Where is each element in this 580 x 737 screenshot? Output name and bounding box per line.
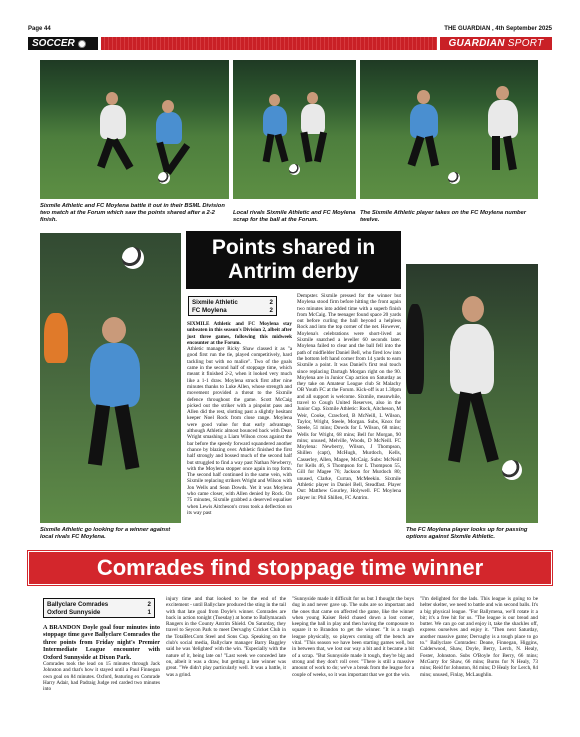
article1-column2 [297, 293, 401, 547]
score-row: FC Moylena 2 [192, 307, 273, 314]
article1-body1: Athletic manager Ricky Shaw classed it as "a good first run the tie, played competitively, hard tackling but with no malice". Two of the goals came in the second half of stoppage time, which meant it finished 2-2, when it looked very much like a 1-1 draw. Moylena struck first after nine minutes thanks to Luke Allen, whose strength and movement provided a threat to the Sixmile defence throughout the game. Scott McCaig picked out the striker with a pinpoint pass and Allen did the rest, slotting past a slightly hesitant keeper Noel Rock from close range. Moylena were good value for that early advantage, although Athletic almost bounced back with Dean Wright smashing a Liam Wilson cross against the bar before the speedy forward squandered another chance by blazing over. Athletic finished the first half strongly and bossed much of the second half but struggled to find a way past Nathan Newberry, with the Moylena stopper once again in top form. The second half continued in the same vein, with Sixmile replacing strikers Wright and Wilson with Jon Wells and Sean Dowds. Yet it was Moylena who came closer, with Allen denied by Rock. On 75 minutes, Sixmile grabbed a deserved equaliser when Lewis Aitcheson's cross took a deflection on its way past [187, 346, 292, 516]
score-row: Ballyclare Comrades 2 [47, 601, 151, 608]
article2-body2: injury time and that looked to be the end of the excitement - until Ballyclare produced the sting in the tail with that late goal from Doyle's winner. Comrades are back in action tonight (Tuesday) at home to Ballymacash Rangers in the County Antrim Shield. On Saturday, they travel to Seycon Park to meet Dervaghy Cricket Club in the TotalBet.Com Steel and Sons Cup. Speaking on the club's social media, Ballyclare manager Barry Baggley said he was 'delighted' with the win. "Especially with the nature of it, being late on! "Last week we conceded late on, albeit it was a draw, but getting a late winner was great. "We didn't play particularly well. It was a battle, it was a grind. [166, 596, 286, 678]
photo-top-right [360, 60, 538, 199]
article2-column3 [292, 596, 414, 729]
section-label: SOCCER [28, 37, 98, 50]
caption-top-middle: Local rivals Sixmile Athletic and FC Moylena scrap for the ball at the Forum. [233, 210, 356, 223]
article2-body3: "Sunnyside made it difficult for us but I thought the boys dug in and never gave up. The subs are so important and the ones that came on affected the game, like the winner when young Kaiser Reid chased down a lost corner, keeping the ball in play and then having the composure to square it to Brandon to get the winner. "It is a tough league physically, so players coming off the bench are vital. "This season we have been starting games well, but in between that, we lost our way a bit and it became a bit of a scrap. "But Sunnyside made it tough, they're big and strong and they don't roll over. "There is still a massive amount of work to do; we've a break from the league for a couple of weeks, so it was important that we got the win. [292, 596, 414, 678]
article1-column1 [187, 321, 292, 547]
article2-lead: A BRANDON Doyle goal four minutes into stoppage time gave Ballyclare Comrades the three points from Friday night's Premier Intermediate League encounter with Oxford Sunnyside at Dixon Park. [43, 624, 160, 661]
headline-comrades: Comrades find stoppage time winner [28, 551, 552, 585]
scorebox-article2 [43, 598, 155, 618]
article1-lead: SIXMILE Athletic and FC Moylena stay unbeaten in this season's Division 2, albeit after just three games, following this midweek encounter at the Forum. [187, 321, 292, 346]
article2-column2 [166, 596, 286, 729]
caption-mid-right: The FC Moylena player looks up for passing options against Sixmile Athletic. [406, 527, 528, 540]
page-number: Page 44 [28, 26, 51, 32]
section-banner [28, 37, 552, 50]
scorebox-article1 [188, 296, 277, 316]
photo-mid-right [406, 264, 538, 523]
photo-top-left [40, 60, 229, 199]
article1-body2: Dempster. Sixmile pressed for the winner but Moylena stood firm before hitting the front again two minutes into added time with a superb finish from McCaig. The teenager found space 20 yards out before curling the ball beyond a helpless Rock and into the top corner of the net. However, Moylena's celebrations were short-lived as Sixmile snatched a leveller 60 seconds later. Moylena failed to clear and the ball fell into the path of midfielder Daniel Bell, who fired low into the bottom left hand corner from 14 yards to earn Sixmile a point. It was Daniel's first real touch since replacing Darragh Morgan right on the 90. Moylena are in Junior Cup action on Saturday as they take on Amateur League club St Malachy OB Youth FC at the Forum. Kick-off is at 1.30pm and all support is welcome. Sixmile, meanwhile, travel to Cough United Reserves, also in the Junior Cup. Sixmile Athletic: Rock, Aitcheson, M Weir, Cooke, Crawford, B McNeill, L Wilson, Taylor, Wright, Steele, Morgan. Subs, Knox for Steele, 51 mins; Dowds for L Wilson, 68 mins; Wells for Wright, 68 mins; Bell for Morgan, 90 mins; unused, Melville, Woods, D McNeill. FC Moylena: Newberry, Wilson, J Thompson, Shillen (capt), McHugh, Murdoch, Kells, Casserley, Allen, Magee, McCaig. Subs: McNeill for Kells 46, S Thompson for L Thompson 55, Gill for Magee 76; Jackson for Murdoch 80; unused, Clarke, Curran, McMeekin. Sixmile Athletic player in Daniel Bell, Steadfast. Player Out: Matthew Gourley, Holywell. FC Moylena player in: Phil Shillen, FC Antrim. [297, 293, 401, 501]
issue-date: THE GUARDIAN , 4th September 2025 [444, 26, 552, 32]
article2-column4 [420, 596, 538, 729]
caption-top-right: The Sixmile Athletic player takes on the FC Moylena number twelve. [360, 210, 527, 223]
photo-top-middle [233, 60, 356, 199]
headline-points-shared: Points shared in Antrim derby [186, 231, 401, 289]
score-row: Sixmile Athletic 2 [192, 299, 273, 306]
guardian-sport-logo: GUARDIAN SPORT [440, 37, 552, 50]
photo-mid-left [40, 233, 181, 523]
article2-body4: "I'm delighted for the lads. This league is going to be helter skelter, we need to battle and win second balls. It's a big physical league. "For Ballymena, we'll rotate it a bit; it's a free hit for us. "The league is our bread and butter. We can go out and enjoy it, take the shackles off, express ourselves and enjoy it. "Then next Saturday, another massive game; Dervaghy is a tough place to go to." Ballyclare Comrades: Deane, Finnegan, Higgins, Calderwood, Shaw, Doyle, Berry, Lerch, N. Healy, Foster, Johnston. Subs O'Boyle for Berry, 66 mins; McGarry for Shaw, 66 mins; Burns for N Healy, 73 mins; Reid for Johnston, 84 mins; D Healy for Lerch, 84 mins; unused, Finlay, McLaughlin. [420, 596, 538, 678]
article2-body1: Comrades took the lead on 15 minutes through Jack Johnston and that's how it stayed until a Paul Finnegan own goal on 84 minutes. Oxford, featuring ex Comrade Harry Adair, had Padraig Judge red carded two minutes into [43, 661, 160, 693]
football-icon [78, 40, 86, 48]
article2-column1 [43, 624, 160, 729]
caption-mid-left: Sixmile Athletic go looking for a winner against local rivals FC Moylena. [40, 527, 171, 540]
page-header-line [28, 26, 552, 36]
score-row: Oxford Sunnyside 1 [47, 609, 151, 616]
caption-top-left: Sixmile Athletic and FC Moylena battle it out in their BSML Division two match at the Forum which saw the points shared after a 2-2 finish. [40, 203, 225, 223]
banner-stripe [101, 37, 437, 50]
